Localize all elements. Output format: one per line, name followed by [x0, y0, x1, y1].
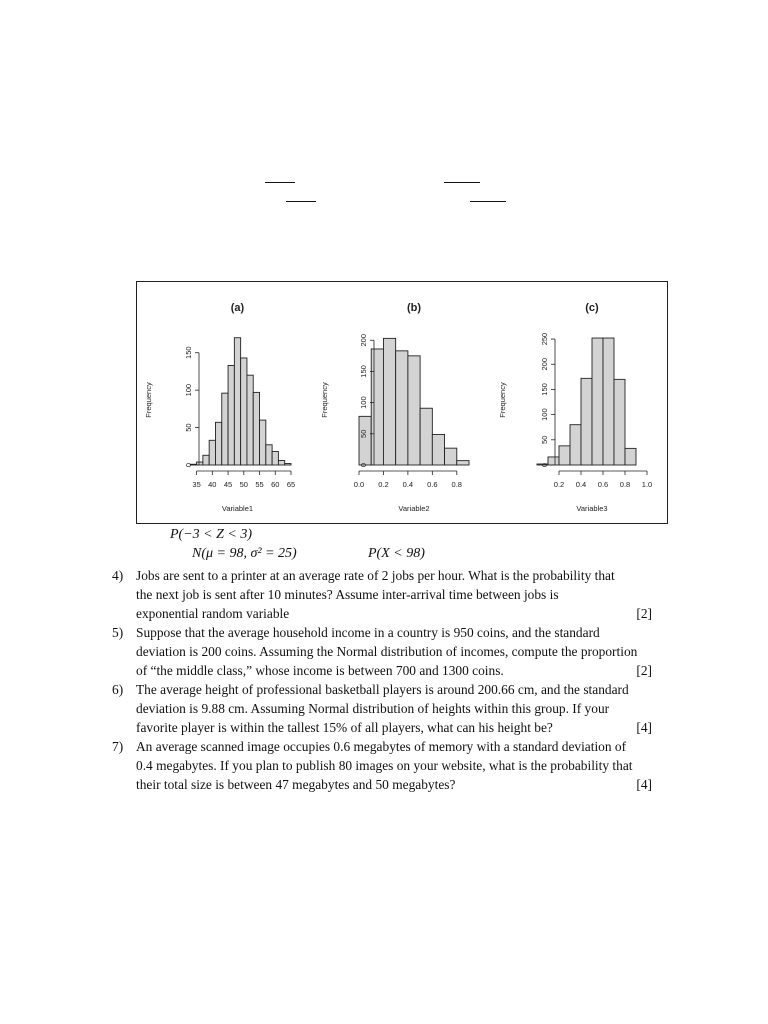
question-line: favorite player is within the tallest 15% of all players, what can his height be? — [136, 720, 553, 735]
y-tick-label: 0 — [184, 462, 193, 468]
fraction-bar — [470, 201, 506, 202]
x-tick-label: 65 — [286, 480, 296, 489]
histogram-bar — [266, 445, 272, 465]
question-line: An average scanned image occupies 0.6 megabytes of memory with a standard deviation of — [136, 739, 627, 754]
x-tick-label: 55 — [255, 480, 264, 489]
question-last-line — [136, 775, 680, 794]
x-tick-label: 0.4 — [575, 480, 587, 489]
histogram-bar — [359, 416, 371, 468]
x-tick-label: 0.2 — [553, 480, 565, 489]
y-tick-label: 150 — [184, 346, 193, 359]
x-tick-label: 0.4 — [402, 480, 414, 489]
histogram-bar — [408, 356, 420, 465]
formula-p-less: P(X < 98) — [368, 546, 425, 561]
question-marks: [4] — [636, 720, 652, 735]
histogram-bar — [272, 452, 278, 465]
histogram-bar — [603, 338, 614, 465]
question-line: Jobs are sent to a printer at an average rate of 2 jobs per hour. What is the probability that — [136, 568, 615, 583]
x-tick-label: 50 — [239, 480, 248, 489]
histogram-svg — [137, 282, 669, 525]
histogram-bar — [222, 393, 228, 465]
y-tick-label: 50 — [184, 423, 193, 432]
panel-title: (c) — [585, 302, 599, 314]
y-axis-label: Frequency — [320, 382, 329, 418]
x-tick-label: 60 — [271, 480, 280, 489]
question-last-line — [136, 604, 680, 623]
question-number: 7) — [112, 739, 124, 754]
histogram-bar — [260, 420, 266, 465]
question-text — [136, 566, 680, 623]
histogram-bar — [420, 408, 432, 465]
histogram-bar — [247, 375, 253, 465]
histogram-bar — [209, 440, 215, 465]
y-tick-label: 50 — [359, 429, 368, 438]
question-line: deviation is 9.88 cm. Assuming Normal distribution of heights within this group. If your — [136, 701, 610, 716]
histogram-bar — [592, 338, 603, 465]
question-number: 4) — [112, 568, 124, 583]
question-line: exponential random variable — [136, 606, 290, 621]
histogram-bar — [559, 446, 570, 465]
y-tick-label: 200 — [359, 333, 368, 347]
formula-normal: N(μ = 98, σ² = 25) — [192, 546, 297, 561]
histogram-bar — [215, 422, 221, 465]
x-tick-label: 0.8 — [619, 480, 631, 489]
x-tick-label: 1.0 — [641, 480, 653, 489]
histogram-bar — [197, 462, 203, 465]
y-tick-label: 150 — [359, 365, 368, 378]
fraction-bar — [286, 201, 316, 202]
histogram-figure — [136, 281, 668, 524]
histogram-bar — [581, 378, 592, 465]
y-axis-label: Frequency — [144, 382, 153, 418]
y-tick-label: 0 — [359, 462, 368, 468]
question-line: deviation is 200 coins. Assuming the Normal distribution of incomes, compute the proportion — [136, 644, 638, 659]
question-text — [136, 623, 680, 680]
question-item — [112, 737, 680, 794]
question-last-line — [136, 661, 680, 680]
question-line: The average height of professional basketball players is around 200.66 cm, and the standard — [136, 682, 629, 697]
question-marks: [4] — [636, 777, 652, 792]
question-last-line — [136, 718, 680, 737]
histogram-bar — [396, 351, 408, 465]
histogram-bar — [228, 365, 234, 465]
question-marks: [2] — [636, 606, 652, 621]
y-tick-label: 100 — [184, 383, 193, 397]
x-tick-label: 40 — [208, 480, 217, 489]
x-axis-label: Variable1 — [221, 504, 254, 513]
histogram-bar — [570, 425, 581, 465]
histogram-bar — [383, 338, 395, 465]
histogram-bar — [278, 461, 284, 465]
x-tick-label: 0.6 — [597, 480, 609, 489]
question-line: of “the middle class,” whose income is between 700 and 1300 coins. — [136, 663, 504, 678]
y-tick-label: 0 — [540, 462, 549, 468]
y-tick-label: 250 — [540, 332, 549, 346]
question-line: 0.4 megabytes. If you plan to publish 80 images on your website, what is the probability that — [136, 758, 633, 773]
histogram-bar — [625, 448, 636, 465]
question-text — [136, 680, 680, 737]
question-line: Suppose that the average household income in a country is 950 coins, and the standard — [136, 625, 600, 640]
question-item — [112, 680, 680, 737]
x-tick-label: 35 — [192, 480, 201, 489]
histogram-bar — [203, 455, 209, 465]
histogram-bar — [457, 461, 469, 465]
fraction-bar — [265, 182, 295, 183]
x-tick-label: 0.0 — [353, 480, 365, 489]
histogram-bar — [614, 379, 625, 465]
y-tick-label: 150 — [540, 383, 549, 396]
histogram-bar — [445, 448, 457, 465]
x-axis-label: Variable2 — [398, 504, 430, 513]
histogram-bar — [241, 358, 247, 465]
y-axis-label: Frequency — [498, 382, 507, 418]
y-tick-label: 200 — [540, 357, 549, 371]
histogram-bar — [371, 349, 383, 465]
fraction-bar — [444, 182, 480, 183]
x-tick-label: 0.6 — [427, 480, 438, 489]
x-tick-label: 45 — [223, 480, 233, 489]
panel-title: (a) — [230, 302, 245, 314]
histogram-bar — [432, 434, 444, 465]
question-line: their total size is between 47 megabytes and 50 megabytes? — [136, 777, 456, 792]
question-marks: [2] — [636, 663, 652, 678]
y-tick-label: 50 — [540, 435, 549, 444]
x-tick-label: 0.2 — [378, 480, 389, 489]
y-tick-label: 100 — [540, 408, 549, 421]
y-tick-label: 100 — [359, 396, 368, 409]
question-item — [112, 623, 680, 680]
histogram-bar — [253, 392, 259, 465]
panel-title: (b) — [406, 302, 422, 314]
question-item — [112, 566, 680, 623]
question-text — [136, 737, 680, 794]
histogram-bar — [548, 457, 559, 465]
question-number: 6) — [112, 682, 124, 697]
x-tick-label: 0.8 — [451, 480, 462, 489]
x-axis-label: Variable3 — [576, 504, 608, 513]
question-number: 5) — [112, 625, 124, 640]
formula-p-range: P(−3 < Z < 3) — [170, 527, 253, 542]
histogram-bar — [285, 464, 291, 465]
question-line: the next job is sent after 10 minutes? Assume inter-arrival time between jobs is — [136, 587, 559, 602]
histogram-bar — [234, 338, 240, 465]
